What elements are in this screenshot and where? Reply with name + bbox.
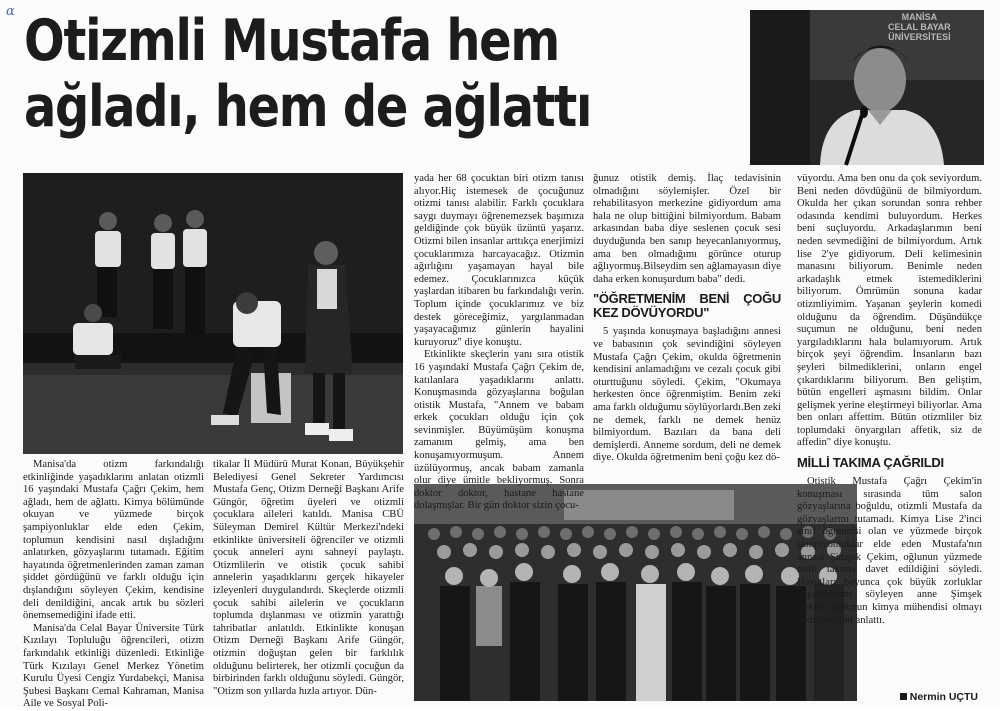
banner-line-3: ÜNİVERSİTESİ xyxy=(888,32,951,42)
byline-square-icon xyxy=(900,693,907,700)
stage-photo xyxy=(23,173,403,454)
banner-text xyxy=(888,12,951,42)
headline-line-2: ağladı, hem de ağlattı xyxy=(24,74,592,140)
banner-line-1: MANİSA xyxy=(901,12,938,22)
subheading-national-team: MİLLİ TAKIMA ÇAĞRILDI xyxy=(797,455,944,471)
paragraph: 5 yaşında konuşmaya başladığını annesi ve babasının çok sevindiğini söyleyen Mustafa Çağrı Çekim, okulda öğretmenin kendisini anlamadığını ve cezalı çocuk gibi oturttuğunu söyledi. Çekim, "Okumaya herkesten önce öğrenmiştim. Benim zeki ama farklı olduğumu söylüyorlardı.Ben zeki ne demek, farklı ne demek henüz bilmiyordum. Bazıları da bana deli demişlerdi. Anneme sordum, deli ne demek diye. Okulda öğretmenim beni çoğu kez dö- xyxy=(593,326,781,464)
article-column-1 xyxy=(23,459,204,710)
article-column-5 xyxy=(797,173,982,688)
article-column-2 xyxy=(213,459,404,701)
paragraph: Manisa'da Celal Bayar Üniversite Türk Kızılayı Topluluğu öğrencileri, otizm farkındalık etkinliği düzenledi. Etkinliğe Türk Kızılayı Genel Merkez Yönetim Kurulu Üyesi Cengiz Yurdabekçi, Manisa Şubesi Başkanı Cemal Kahraman, Manisa Aile ve Sosyal Poli- xyxy=(23,622,204,710)
paragraph: Otistik Mustafa Çağrı Çekim'in konuşması sırasında tüm salon gözyaşlarına boğuldu, otizmli Mustafa da gözyaşlarını tutamadı. Kimya Lise 2'inci sınıf öğrencisi olan ve yüzmede birçok şampiyonluklar elde eden Mustafa'nın annesi Şimşek Çekim, oğlunun yüzmede milli takıma davet edildiğini söyledi. Hayatları boyunca çok büyük zorluklar yaşadıklarını söyleyen anne Şimşek Çekim, oğlunun kimya mühendisi olmayı hedeflediğini anlattı. xyxy=(797,476,982,626)
byline-author: Nermin UÇTU xyxy=(909,691,978,703)
paragraph: Manisa'da otizm farkındalığı etkinliğinde yaşadıklarını anlatan otizmli 16 yaşındaki Mustafa Çağrı Çekim, hem ağladı, hem de ağlattı. Kimya bölümünde okuyan ve yüzmede birçok şampiyonluklar elde eden Çekim, toplumun kendisini nasıl dışladığını anlatırken, gözyaşlarını tutamadı. Eğitim hayatında öğretmenlerinden zaman zaman şiddet gördüğünü ve farklı olduğu için dışlandığını söyleyen Çekim, kendisine deli denildiğini, ancak artık bu sözleri önemsemediğini ifade etti. xyxy=(23,459,204,622)
article-column-4 xyxy=(593,173,781,479)
headline xyxy=(24,8,633,140)
paragraph: yada her 68 çocuktan biri otizm tanısı alıyor.Hiç istemesek de çocuğunuz otizmi tanısı alabilir. Farklı çocuklara saygı duymayı öğrenemezsek başımıza geldiğinde çok büyük üzüntü yaşarız. Otizmi bilen insanlar arttıkça enerjimizi çocuklarımıza harcayacağız. Otizmin ağırlığını yaşamayan hayal bile edemez. Çocuklarınızca küçük yaşlardan itibaren bu farkındalığı verin. Toplum içinde çocuklarımız ve biz destek göreceğimiz, yargılanmadan yaşayacağımız günlerin hayalini kuruyoruz" diye konuştu. xyxy=(414,173,584,348)
paragraph: Etkinlikte skeçlerin yanı sıra otistik 16 yaşındaki Mustafa Çağrı Çekim de, katılanlara yaşadıklarını anlattı. Konuşmasında gözyaşlarına boğulan otistik Mustafa, "Annem ve babam erkek çocukları olduğu için çok sevinmişler. Büyümüşüm konuşma zamanım gelmiş, ama ben konuşamıyormuşum. Annem üzülüyormuş, ancak babam zamanla olur diye ümitle bekliyormuş. Sonra doktor doktor, hastane hastane dolaşmışlar. Bir gün doktor sizin çocu- xyxy=(414,349,584,512)
subheading-teacher: "ÖĞRETMENİM BENİ ÇOĞU KEZ DÖVÜYORDU" xyxy=(593,291,781,321)
paragraph: tikalar İl Müdürü Murat Konan, Büyükşehir Belediyesi Genel Sekreter Yardımcısı Mustafa Genç, Otizm Derneği Başkanı Arife Güngör, öğretim üyeleri ve otizmli çocuklara aileleri katıldı. Manisa CBÜ Süleyman Demirel Kültür Merkezi'ndeki etkinlikte üniversiteli öğrenciler ve otizmli çocuk anneleri aynı sahneyi paylaştı. Otizmlilerin ve otistik çocuk sahibi annelerin yaşadıklarını gerçek hikayeler izleyenleri duygulandırdı. Skeçlerde otizmli çocuk sahibi ailelerin ve çocukların toplumda dışlanması ve otizmin yarattığı tahribatlar anlatıldı. Etkinlikte konuşan Otizm Derneği Başkanı Arife Güngör, otizmin doğuştan gelen bir farklılık olduğunu belirterek, her otizmli çocuğun da birbirinden farklı olduğunu söyledi. Güngör, "Otizm son yıllarda hızla artıyor. Dün- xyxy=(213,459,404,697)
byline xyxy=(900,691,978,703)
article-column-3 xyxy=(414,173,584,512)
audience-photo xyxy=(414,484,857,701)
banner-line-2: CELAL BAYAR xyxy=(888,22,951,32)
portrait-photo xyxy=(750,10,984,165)
headline-line-1: Otizmli Mustafa hem xyxy=(24,8,560,74)
handwritten-mark: α xyxy=(6,4,15,19)
paragraph: vüyordu. Ama ben onu da çok seviyordum. Beni neden dövdüğünü de bilmiyordum. Okulda her çıkan sorundan sonra rehber odasında kendimi buluyordum. Herkes beni suçluyordu. Arkadaşlarımın beni neden sevmediğini de bilmiyordum. Artık lise 2'ye gidiyorum. Deli kelimesinin manasını biliyorum. Benimle neden arkadaşlık etmek istemediklerini biliyorum. Ömrümün sonuna kadar otizmliyimim. Yaşanan şeylerin komedi olduğunu da öğrendim. Düşündükçe suçumun ne olduğunu, beni neden yargıladıklarını hala bulamıyorum. Artık birçok şeyi öğrendim. İnsanların bazı şeyleri bilmediklerini, onların engel çıkardıklarını biliyorum. Ben geliştim, bütün engelleri aşmasını bildim. Onlar gelişmek yerine eleştirmeyi biliyorlar. Ama ben onları affettim. Bütün otizmliler biz toplumdaki önyargıları affetik, siz de affedin" diye konuştu. xyxy=(797,173,982,449)
paragraph: ğunuz otistik demiş. İlaç tedavisinin olmadığını söylemişler. Özel bir rehabilitasyon merkezine gidiyordum ama hala ne olup bittiğini bilmiyordum. Babam arkasından baba diye seslenen çocuk sesi duyduğunda ben sanıp heyecanlanıyormuş, ama ben olmadığımı görünce oturup ağlıyormuş.Bilseydim sen ağlamayasın diye daha erken konuşurdum baba" dedi. xyxy=(593,173,781,285)
